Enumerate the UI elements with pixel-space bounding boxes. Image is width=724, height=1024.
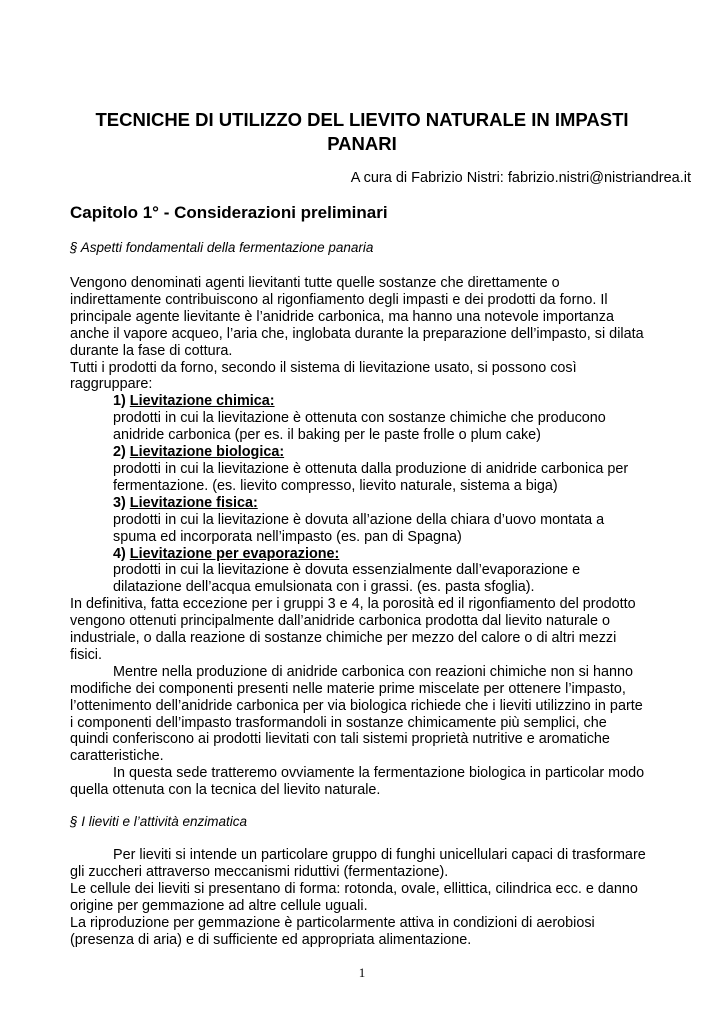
list-item-text: prodotti in cui la lievitazione è ottenuta dalla produzione di anidride carbonica per: [113, 460, 629, 477]
text-line: indirettamente contribuiscono al rigonfiamento degli impasti e dei prodotti da forno. Il: [70, 291, 608, 308]
text-line: principale agente lievitante è l’anidride carbonica, ma hanno una notevole importanza: [70, 308, 614, 325]
section-heading: § I lieviti e l’attività enzimatica: [70, 814, 248, 829]
list-item-heading: [70, 393, 670, 410]
list-item-heading: [70, 495, 670, 512]
list-item-text: fermentazione. (es. lievito compresso, lievito naturale, sistema a biga): [113, 477, 558, 494]
text-line: Per lieviti si intende un particolare gruppo di funghi unicellulari capaci di trasformare: [113, 847, 646, 863]
chapter-heading: Capitolo 1° - Considerazioni preliminari: [70, 203, 388, 222]
text-line: In questa sede tratteremo ovviamente la fermentazione biologica in particolar modo: [113, 765, 645, 782]
list-item-text: prodotti in cui la lievitazione è ottenuta con sostanze chimiche che producono: [113, 410, 606, 427]
list-item-label: Lievitazione chimica:: [129, 393, 275, 410]
list-item-text: anidride carbonica (per es. il baking per le paste frolle o plum cake): [113, 427, 541, 444]
list-item-number: 1): [113, 393, 130, 410]
text-line: origine per gemmazione ad altre cellule uguali.: [70, 897, 368, 914]
text-line: Tutti i prodotti da forno, secondo il sistema di lievitazione usato, si possono così: [70, 359, 577, 376]
text-line: i componenti dell’impasto trasformandoli in sostanze chimicamente più semplici, che: [70, 714, 607, 731]
text-line: (presenza di aria) e di sufficiente ed appropriata alimentazione.: [70, 931, 472, 948]
list-item-text: prodotti in cui la lievitazione è dovuta all’azione della chiara d’uovo montata a: [113, 511, 605, 528]
page-number: 1: [358, 965, 366, 980]
body-text-block: [70, 847, 670, 948]
text-line: Vengono denominati agenti lievitanti tutte quelle sostanze che direttamente o: [70, 275, 560, 291]
text-line: anche il vapore acqueo, l’aria che, inglobata durante la preparazione dell’impasto, si dilata: [70, 325, 644, 342]
body-text-block: [70, 275, 670, 799]
text-line: Le cellule dei lieviti si presentano di forma: rotonda, ovale, ellittica, cilindrica ecc. e danno: [70, 880, 638, 897]
text-line: raggruppare:: [70, 376, 153, 393]
list-item-text: prodotti in cui la lievitazione è dovuta essenzialmente dall’evaporazione e: [113, 562, 581, 579]
text-line: quella ottenuta con la tecnica del lievito naturale.: [70, 782, 381, 799]
author-line: A cura di Fabrizio Nistri: fabrizio.nistri@nistriandrea.it: [350, 170, 691, 186]
text-line: In definitiva, fatta eccezione per i gruppi 3 e 4, la porosità ed il rigonfiamento del prodotto: [70, 596, 636, 613]
title-line: TECNICHE DI UTILIZZO DEL LIEVITO NATURALE IN IMPASTI: [95, 109, 629, 130]
list-item-text: dilatazione dell’acqua emulsionata con i grassi. (es. pasta sfoglia).: [113, 579, 535, 596]
document-title: [60, 108, 664, 156]
list-item-heading: [70, 444, 670, 461]
text-line: caratteristiche.: [70, 748, 164, 765]
list-item-number: 4): [113, 545, 130, 562]
text-line: durante la fase di cottura.: [70, 342, 233, 359]
list-item-number: 3): [113, 494, 130, 511]
text-line: l’ottenimento dell’anidride carbonica per via biologica richiede che i lieviti utilizzino in parte: [70, 697, 643, 714]
text-line: La riproduzione per gemmazione è particolarmente attiva in condizioni di aerobiosi: [70, 914, 595, 931]
text-line: quindi conferiscono ai prodotti lievitati con tali sistemi proprietà nutritive e aromatiche: [70, 731, 610, 748]
list-item-number: 2): [113, 444, 130, 461]
list-item-heading: [70, 546, 670, 563]
section-heading: § Aspetti fondamentali della fermentazione panaria: [70, 240, 374, 255]
list-item-label: Lievitazione per evaporazione:: [129, 545, 340, 562]
list-item-label: Lievitazione biologica:: [129, 444, 285, 461]
title-line: PANARI: [327, 133, 397, 154]
text-line: fisici.: [70, 646, 102, 663]
text-line: gli zuccheri attraverso meccanismi riduttivi (fermentazione).: [70, 863, 449, 880]
text-line: modifiche dei componenti presenti nelle materie prime miscelate per ottenere l’impasto,: [70, 680, 626, 697]
list-item-label: Lievitazione fisica:: [129, 494, 258, 511]
text-line: vengono ottenuti principalmente dall’anidride carbonica prodotta dal lievito naturale o: [70, 613, 611, 630]
list-item-text: spuma ed incorporata nell’impasto (es. pan di Spagna): [113, 528, 462, 545]
text-line: Mentre nella produzione di anidride carbonica con reazioni chimiche non si hanno: [113, 663, 633, 680]
text-line: industriale, o dalla reazione di sostanze chimiche per mezzo del calore o di altri mezzi: [70, 630, 617, 647]
